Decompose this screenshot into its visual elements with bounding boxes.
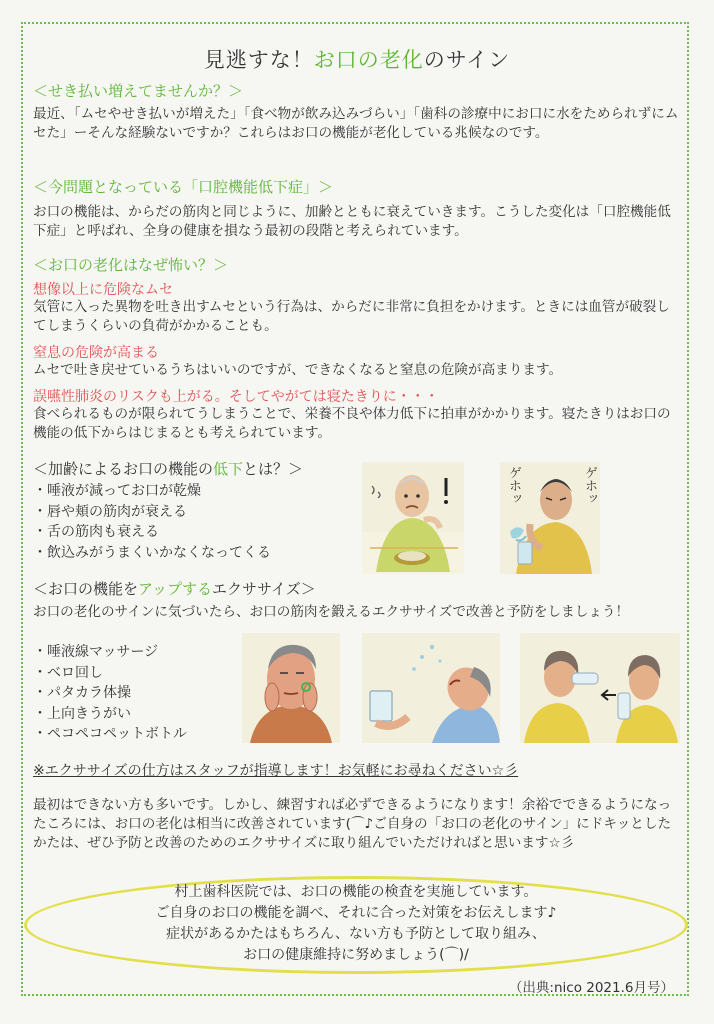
section2-body: お口の機能は、からだの筋肉と同じように、加齢とともに衰えていきます。こうした変化は「口腔機能低下症」と呼ばれ、全身の健康を損なう最初の段階と考えられています。 <box>33 204 671 239</box>
section3-body1: 気管に入った異物を吐き出すムセという行為は、からだに非常に負担をかけます。ときには血管が破裂してしまうくらいの負荷がかかることも。 <box>33 299 670 334</box>
list-item: ・ 上向きうがい <box>33 704 187 725</box>
list-item: ・ パタカラ体操 <box>33 683 187 704</box>
section4-heading-highlight: 低下 <box>213 460 244 478</box>
page-title <box>0 44 714 74</box>
section3-sub2: 窒息の危険が高まる <box>33 345 159 361</box>
list-item: ・ ベロ回し <box>33 663 187 684</box>
instruction-note: ※エクササイズの仕方はスタッフが指導します！お気軽にお尋ねください☆彡 <box>33 763 519 779</box>
list-item: ・ 唾液が減ってお口が乾燥 <box>33 481 271 502</box>
section3-heading: ＜お口の老化はなぜ怖い？＞ <box>33 256 229 274</box>
cough-sound-right: ゲホッ <box>582 466 597 505</box>
face-massage-illustration <box>242 633 340 743</box>
source-citation: （出典:nico 2021.6月号） <box>508 980 674 996</box>
section5-heading <box>33 578 316 599</box>
section4-heading-a: ＜加齢によるお口の機能の <box>33 460 214 478</box>
clinic-line-1: 村上歯科医院では、お口の機能の検査を実施しています。 <box>174 884 538 900</box>
list-item: ・ ペコペコペットボトル <box>33 724 187 745</box>
section3-body3: 食べられるものが限られてうしまうことで、栄養不良や体力低下に拍車がかかります。寝たきりはお口の機能の低下からはじまるとも考えられています。 <box>33 406 671 441</box>
section4-heading-c: とは？＞ <box>243 460 304 478</box>
list-item: ・ 唇や頬の筋肉が衰える <box>33 502 271 523</box>
section4-heading <box>33 458 303 479</box>
elderly-man-eating-illustration <box>362 462 464 574</box>
section3-sub3: 誤嚥性肺炎のリスクも上がる。そしてやがては寝たきりに・・・ <box>33 389 439 405</box>
pet-bottle-exercise-illustration <box>520 633 680 743</box>
clinic-line-2: ご自身のお口の機能を調べ、それに合った対策をお伝えします♪ <box>155 905 557 921</box>
section3-sub1: 想像以上に危険なムセ <box>33 282 173 298</box>
list-item: ・ 唾液線マッサージ <box>33 642 187 663</box>
closing-paragraph: 最初はできない方も多いです。しかし、練習すれば必ずできるようになります！余裕でできるようになったころには、お口の老化は相当に改善されています(⌒♪ご自身の「お口の老化のサイン」にドキッとしたかたは、ぜひ予防と改善のためのエクササイズに取り組んでいただければと思います☆彡 <box>33 797 672 851</box>
section1-heading: ＜せき払い増えてませんか？＞ <box>33 82 244 100</box>
list-item: ・ 舌の筋肉も衰える <box>33 522 271 543</box>
section2-heading: ＜今問題となっている「口腔機能低下症」＞ <box>33 178 334 196</box>
aging-signs-list <box>33 481 271 563</box>
clinic-line-3: 症状があるかたはもちろん、ない方も予防として取り組み、 <box>166 926 546 942</box>
title-highlight: お口の老化 <box>313 48 424 72</box>
clinic-line-4: お口の健康維持に努めましょう(⌒)/ <box>243 947 469 963</box>
gargling-illustration <box>362 633 500 743</box>
section5-heading-a: ＜お口の機能を <box>33 580 139 598</box>
title-part-1: 見逃すな！ <box>203 48 314 72</box>
section5-body: お口の老化のサインに気づいたら、お口の筋肉を鍛えるエクササイズで改善と予防をしましょう！ <box>33 604 630 620</box>
list-item: ・ 飲込みがうまくいかなくなってくる <box>33 543 271 564</box>
cough-sound-left: ゲホッ <box>506 466 521 505</box>
clinic-info-text <box>40 882 672 966</box>
section5-heading-highlight: アップする <box>138 580 212 598</box>
section3-body2: ムセで吐き戻せているうちはいいのですが、できなくなると窒息の危険が高まります。 <box>33 362 563 378</box>
title-part-3: のサイン <box>423 48 511 72</box>
exercise-list <box>33 642 187 745</box>
section5-heading-c: エクササイズ＞ <box>211 580 316 598</box>
section1-body: 最近、「ムセやせき払いが増えた」「食べ物が飲み込みづらい」「歯科の診療中にお口に水をためられずにムセた」ーそんな経験ないですか？これらはお口の機能が老化している兆候なのです。 <box>33 106 679 141</box>
